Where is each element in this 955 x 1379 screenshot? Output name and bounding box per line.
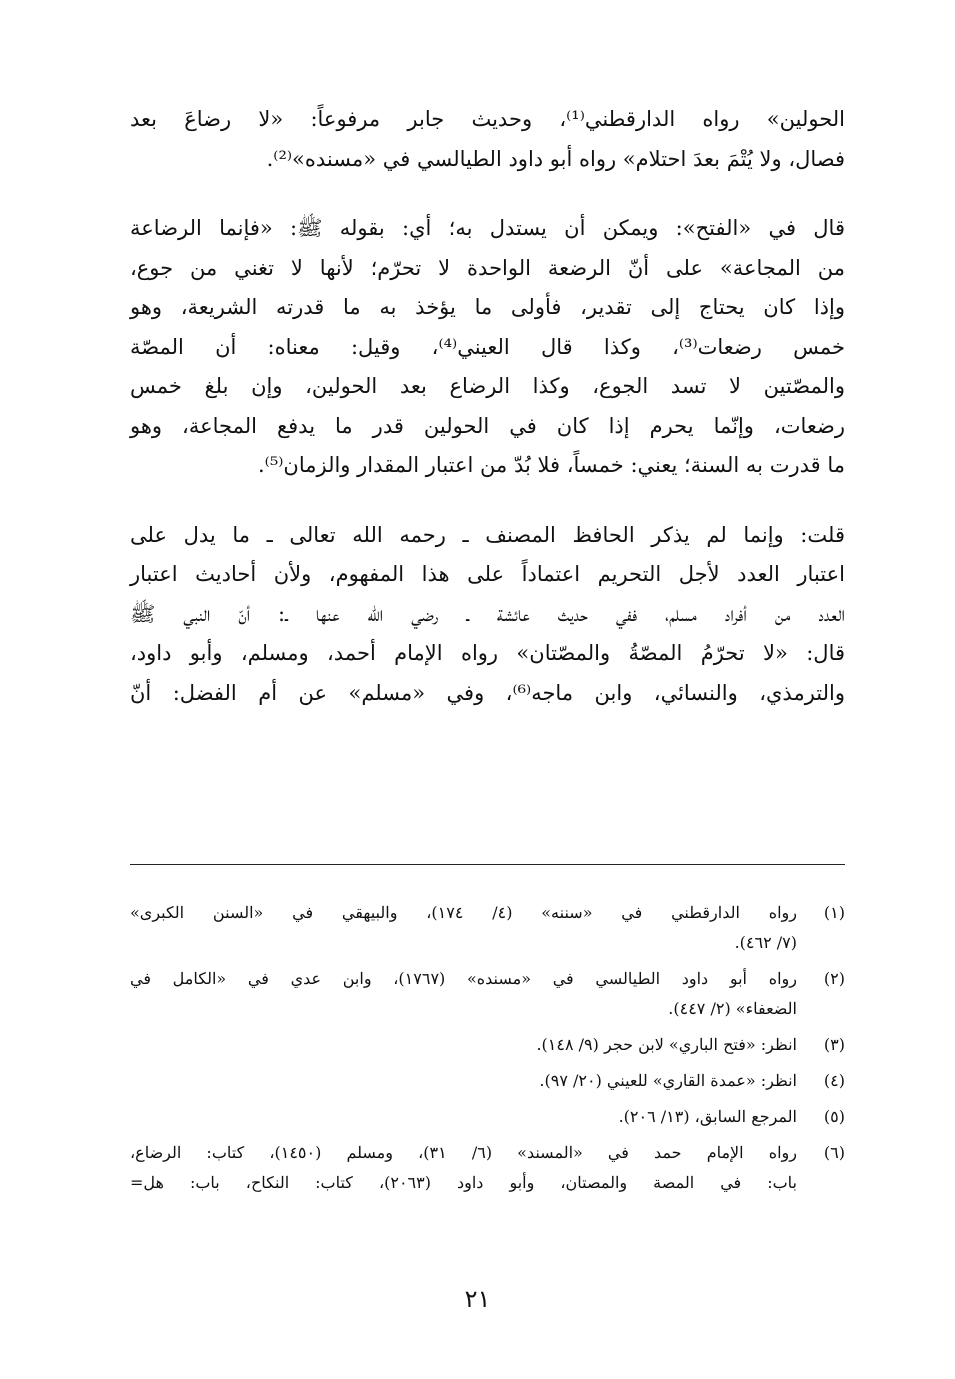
footnote-line: المرجع السابق، (١٣/ ٢٠٦). bbox=[618, 1107, 797, 1126]
footnote-number: (٥) bbox=[823, 1107, 845, 1126]
footnote bbox=[130, 1066, 845, 1096]
text-line: والترمذي، والنسائي، وابن ماجه⁽⁶⁾، وفي «مسلم» عن أم الفضل: أنّ bbox=[130, 680, 845, 705]
main-text bbox=[130, 100, 845, 743]
text-line: والمصّتين لا تسد الجوع، وكذا الرضاع بعد الحولين، وإن بلغ خمس bbox=[130, 374, 845, 398]
footnote bbox=[130, 1102, 845, 1132]
footnote-line: رواه أبو داود الطيالسي في «مسنده» (١٧٦٧)، وابن عدي في «الكامل في bbox=[130, 969, 797, 988]
paragraph bbox=[130, 100, 845, 179]
footnote-number: (٢) bbox=[823, 969, 845, 988]
footnotes bbox=[130, 898, 845, 1204]
text-line: العدد من أفراد مسلم، ففي حديث عائشة ـ رضي الله عنها ـ: أنّ النبي ﷺ bbox=[130, 601, 845, 626]
footnote-line: الضعفاء» (٢/ ٤٤٧). bbox=[668, 999, 797, 1018]
footnote-number: (١) bbox=[823, 903, 845, 922]
footnote-line: انظر: «فتح الباري» لابن حجر (٩/ ١٤٨). bbox=[536, 1035, 797, 1054]
paragraph bbox=[130, 209, 845, 486]
footnote-line: رواه الدارقطني في «سننه» (٤/ ١٧٤)، والبيهقي في «السنن الكبرى» bbox=[130, 903, 797, 922]
text-line: من المجاعة» على أنّ الرضعة الواحدة لا تحرّم؛ لأنها لا تغني من جوع، bbox=[130, 255, 845, 280]
text-line: الحولين» رواه الدارقطني⁽¹⁾، وحديث جابر مرفوعاً: «لا رضاعَ بعد bbox=[130, 107, 845, 131]
footnote-number: (٤) bbox=[823, 1071, 845, 1090]
footnote-line: رواه الإمام حمد في «المسند» (٦/ ٣١)، ومسلم (١٤٥٠)، كتاب: الرضاع، bbox=[130, 1143, 798, 1162]
text-line: قلت: وإنما لم يذكر الحافظ المصنف ـ رحمه الله تعالى ـ ما يدل على bbox=[130, 522, 845, 547]
text-line: اعتبار العدد لأجل التحريم اعتماداً على هذا المفهوم، ولأن أحاديث اعتبار bbox=[130, 562, 845, 586]
text-line: وإذا كان يحتاج إلى تقدير، فأولى ما يؤخذ به ما قدرته الشريعة، وهو bbox=[130, 295, 845, 319]
text-line: ما قدرت به السنة؛ يعني: خمساً، فلا بُدّ من اعتبار المقدار والزمان⁽⁵⁾. bbox=[257, 453, 845, 477]
footnote bbox=[130, 964, 845, 1024]
footnote-line: انظر: «عمدة القاري» للعيني (٢٠/ ٩٧). bbox=[539, 1071, 797, 1090]
text-line: فصال، ولا يُتْمَ بعدَ احتلام» رواه أبو داود الطيالسي في «مسنده»⁽²⁾. bbox=[266, 146, 845, 171]
footnote bbox=[130, 898, 845, 958]
footnote-number: (٣) bbox=[823, 1035, 845, 1054]
paragraph bbox=[130, 516, 845, 714]
footnote-line: باب: في المصة والمصتان، وأبو داود (٢٠٦٣)، كتاب: النكاح، باب: هل= bbox=[130, 1173, 797, 1192]
text-line: رضعات، وإنّما يحرم إذا كان في الحولين قدر ما يدفع المجاعة، وهو bbox=[130, 413, 845, 438]
footnote-separator bbox=[130, 864, 845, 865]
footnote-number: (٦) bbox=[823, 1143, 845, 1162]
text-line: خمس رضعات⁽³⁾، وكذا قال العيني⁽⁴⁾، وقيل: معناه: أن المصّة bbox=[130, 334, 845, 359]
text-line: قال: «لا تحرّمُ المصّةُ والمصّتان» رواه الإمام أحمد، ومسلم، وأبو داود، bbox=[130, 641, 845, 665]
footnote bbox=[130, 1138, 845, 1198]
page-number: ٢١ bbox=[464, 1285, 491, 1313]
footnote-line: (٧/ ٤٦٢). bbox=[734, 933, 797, 952]
footnote bbox=[130, 1030, 845, 1060]
text-line: قال في «الفتح»: ويمكن أن يستدل به؛ أي: بقوله ﷺ: «فإنما الرضاعة bbox=[130, 216, 845, 240]
